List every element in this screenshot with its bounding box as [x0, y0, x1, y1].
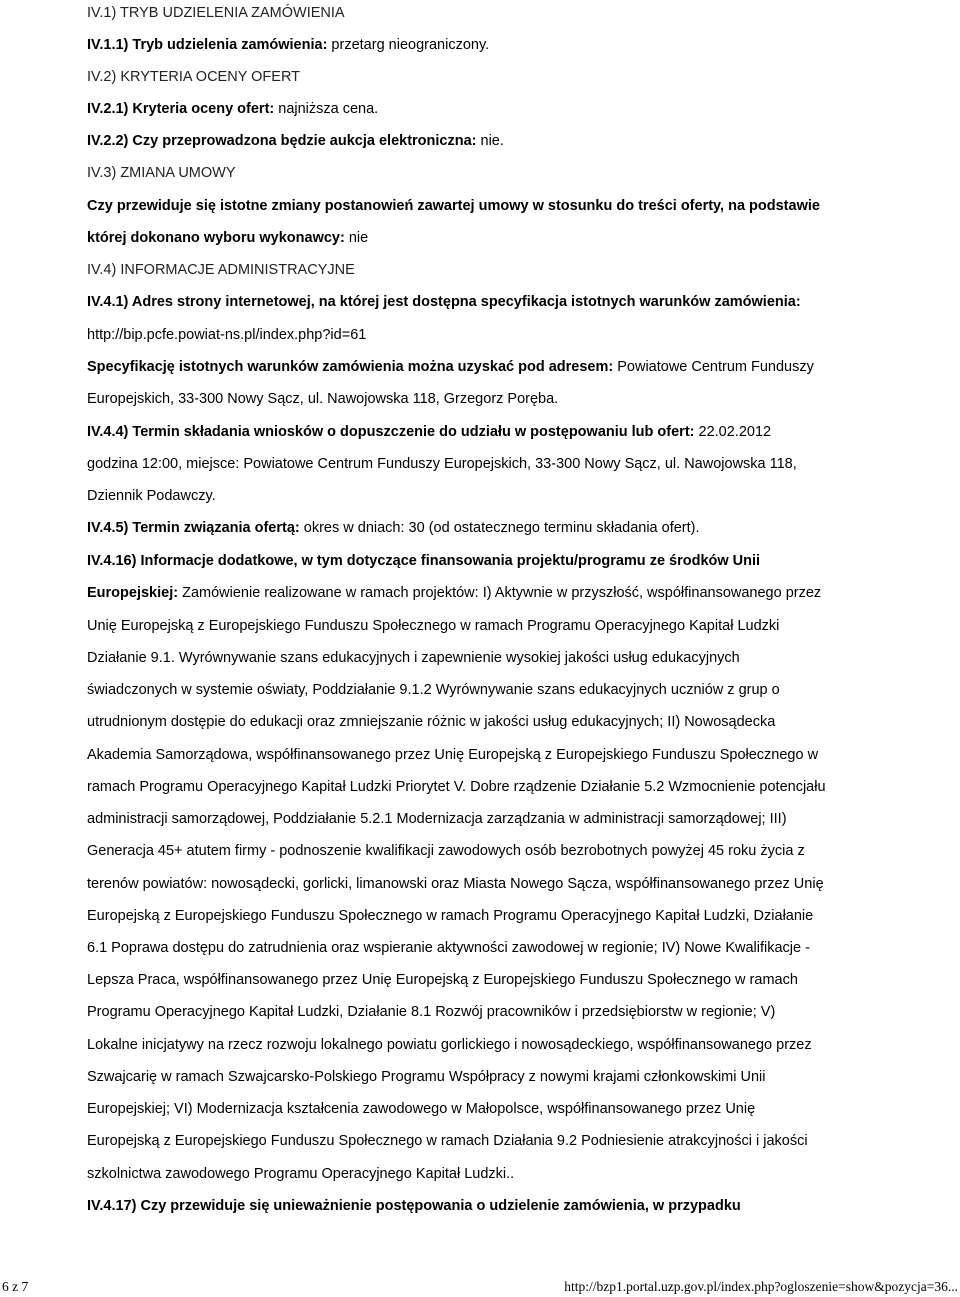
iv416-text-line: terenów powiatów: nowosądecki, gorlicki, limanowski oraz Miasta Nowego Sącza, współfinansowanego przez Unię [87, 876, 824, 892]
section-heading-iv4: IV.4) INFORMACJE ADMINISTRACYJNE [87, 262, 355, 278]
iv417-label: IV.4.17) Czy przewiduje się unieważnienie postępowania o udzielenie zamówienia, w przypadku [87, 1198, 741, 1214]
iv416-label-1: IV.4.16) Informacje dodatkowe, w tym dotyczące finansowania projektu/programu ze środków Unii [87, 553, 761, 569]
iv416-text-line: utrudnionym dostępie do edukacji oraz zmniejszanie różnic w jakości usług edukacyjnych; II) Nowosądecka [87, 714, 776, 730]
iv416-text-line: szkolnictwa zawodowego Programu Operacyjnego Kapitał Ludzki.. [87, 1166, 515, 1182]
iv22-row [87, 132, 504, 150]
iv21-value: najniższa cena. [274, 101, 379, 117]
iv416-text-line: Europejską z Europejskiego Funduszu Społecznego w ramach Programu Operacyjnego Kapitał Ludzki, Działanie [87, 908, 814, 924]
iv45-row [87, 519, 700, 537]
section-heading-iv2: IV.2) KRYTERIA OCENY OFERT [87, 69, 301, 85]
iv416-text-line: Szwajcarię w ramach Szwajcarsko-Polskiego Programu Współpracy z nowymi krajami członkowskimi Unii [87, 1069, 766, 1085]
iv416-row-line2 [87, 584, 821, 602]
iv416-text-line: Lokalne inicjatywy na rzecz rozwoju lokalnego powiatu gorlickiego i nowosądeckiego, współfinansowanego przez [87, 1037, 812, 1053]
iv416-text-line: administracji samorządowej, Poddziałanie 5.2.1 Modernizacja zarządzania w administracji samorządowej; III) [87, 811, 787, 827]
iv41-label: IV.4.1) Adres strony internetowej, na której jest dostępna specyfikacja istotnych warunków zamówienia: [87, 294, 801, 310]
spec-value-1: Powiatowe Centrum Funduszy [613, 359, 814, 375]
iv3-question-value: nie [344, 230, 369, 246]
iv416-text-line: Programu Operacyjnego Kapitał Ludzki, Działanie 8.1 Rozwój pracowników i przedsiębiorstw w regionie; V) [87, 1004, 776, 1020]
iv22-label: IV.2.2) Czy przeprowadzona będzie aukcja elektroniczna: [87, 133, 477, 149]
iv44-label: IV.4.4) Termin składania wniosków o dopuszczenie do udziału w postępowaniu lub ofert: [87, 424, 695, 440]
iv416-text-line: Generacja 45+ atutem firmy - podnoszenie kwalifikacji zawodowych osób bezrobotnych powyżej 45 roku życia z [87, 843, 805, 859]
iv44-value-1: 22.02.2012 [694, 424, 772, 440]
iv44-value-2: godzina 12:00, miejsce: Powiatowe Centrum Funduszy Europejskich, 33-300 Nowy Sącz, ul. Nawojowska 118, [87, 456, 797, 472]
iv11-row [87, 36, 489, 54]
iv45-label: IV.4.5) Termin związania ofertą: [87, 520, 300, 536]
iv21-label: IV.2.1) Kryteria oceny ofert: [87, 101, 275, 117]
iv22-value: nie. [476, 133, 504, 149]
page-number: 6 z 7 [2, 1279, 29, 1294]
iv44-value-3: Dziennik Podawczy. [87, 488, 216, 504]
spec-label: Specyfikację istotnych warunków zamówienia można uzyskać pod adresem: [87, 359, 614, 375]
iv21-row [87, 100, 378, 118]
iv44-row-line1 [87, 423, 771, 441]
iv416-text-line: Europejską z Europejskiego Funduszu Społecznego w ramach Działania 9.2 Podniesienie atrakcyjności i jakości [87, 1133, 808, 1149]
footer-url-link[interactable]: http://bzp1.portal.uzp.gov.pl/index.php?ogloszenie=show&pozycja=36... [564, 1279, 958, 1294]
iv41-url-link[interactable]: http://bip.pcfe.powiat-ns.pl/index.php?id=61 [87, 327, 367, 343]
iv416-value-2: Zamówienie realizowane w ramach projektów: I) Aktywnie w przyszłość, współfinansowanego przez [178, 585, 822, 601]
spec-value-2: Europejskich, 33-300 Nowy Sącz, ul. Nawojowska 118, Grzegorz Poręba. [87, 391, 559, 407]
iv416-text-line: 6.1 Poprawa dostępu do zatrudnienia oraz wspieranie aktywności zawodowej w regionie; IV) Nowe Kwalifikacje - [87, 940, 810, 956]
iv416-text-line: świadczonych w systemie oświaty, Poddziałanie 9.1.2 Wyrównywanie szans edukacyjnych uczniów z grup o [87, 682, 780, 698]
iv416-label-2: Europejskiej: [87, 585, 179, 601]
iv416-text-line: Lepsza Praca, współfinansowanego przez Unię Europejską z Europejskiego Funduszu Społecznego w ramach [87, 972, 798, 988]
iv416-text-line: ramach Programu Operacyjnego Kapitał Ludzki Priorytet V. Dobre rządzenie Działanie 5.2 Wzmocnienie potencjału [87, 779, 826, 795]
section-heading-iv1: IV.1) TRYB UDZIELENIA ZAMÓWIENIA [87, 5, 345, 21]
spec-row-line1 [87, 358, 814, 376]
iv416-text-line: Działanie 9.1. Wyrównywanie szans edukacyjnych i zapewnienie wysokiej jakości usług edukacyjnych [87, 650, 740, 666]
iv11-value: przetarg nieograniczony. [327, 37, 490, 53]
section-heading-iv3: IV.3) ZMIANA UMOWY [87, 165, 236, 181]
iv416-text-line: Unię Europejską z Europejskiego Funduszu Społecznego w ramach Programu Operacyjnego Kapitał Ludzki [87, 618, 780, 634]
iv11-label: IV.1.1) Tryb udzielenia zamówienia: [87, 37, 328, 53]
iv45-value: okres w dniach: 30 (od ostatecznego terminu składania ofert). [299, 520, 700, 536]
iv3-question-line1: Czy przewiduje się istotne zmiany postanowień zawartej umowy w stosunku do treści oferty, na podstawie [87, 198, 820, 214]
iv416-text-line: Europejskiej; VI) Modernizacja kształcenia zawodowego w Małopolsce, współfinansowanego przez Unię [87, 1101, 756, 1117]
iv3-question-line2 [87, 229, 368, 247]
iv3-question-label: której dokonano wyboru wykonawcy: [87, 230, 345, 246]
iv416-text-line: Akademia Samorządowa, współfinansowanego przez Unię Europejską z Europejskiego Funduszu Społecznego w [87, 747, 819, 763]
